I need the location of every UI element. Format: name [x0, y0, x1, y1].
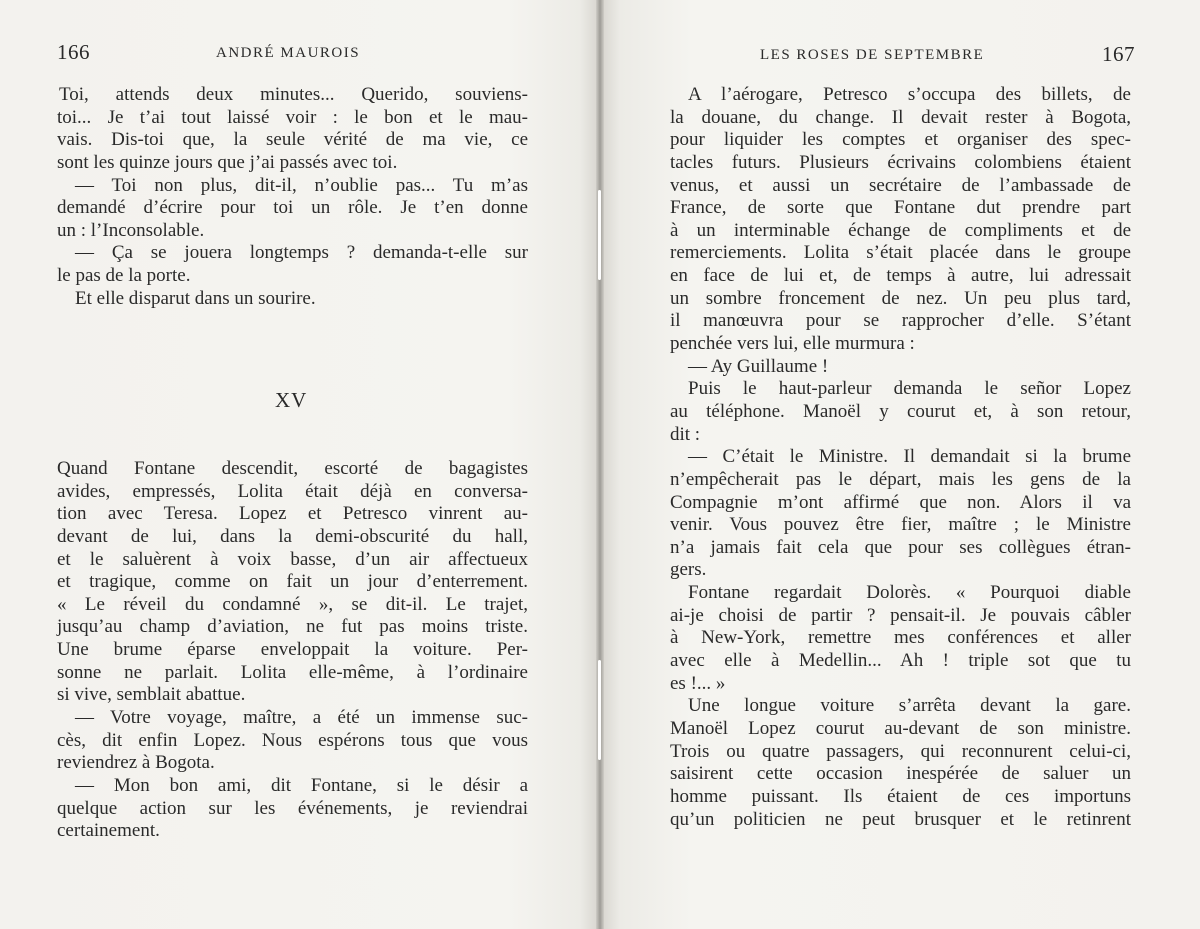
text-line: n’empêcherait pas le départ, mais les gens de la	[670, 468, 1131, 490]
text-line: — C’était le Ministre. Il demandait si la brume	[688, 446, 1131, 468]
text-line: la douane, du change. Il devait rester à Bogota,	[670, 106, 1131, 128]
text-line: n’a jamais fait cela que pour ses collègues étran-	[670, 536, 1131, 558]
text-line: A l’aérogare, Petresco s’occupa des billets, de	[688, 84, 1131, 105]
text-line: jusqu’au champ d’aviation, ne fut pas moins triste.	[57, 616, 528, 638]
text-line: reviendrez à Bogota.	[57, 752, 215, 774]
left-page-number: 166	[57, 40, 90, 64]
text-line: en face de lui et, de temps à autre, lui adressait	[670, 265, 1131, 287]
text-line: gers.	[670, 559, 707, 581]
text-line: es !... »	[670, 672, 726, 694]
text-line: toi... Je t’ai tout laissé voir : le bon et le mau-	[57, 106, 528, 128]
text-line: au téléphone. Manoël y courut et, à son retour,	[670, 400, 1131, 422]
text-line: demandé d’écrire pour toi un rôle. Je t’en donne	[57, 197, 528, 219]
right-page-number: 167	[1102, 42, 1135, 66]
text-line: remerciements. Lolita s’était placée dans le groupe	[670, 242, 1131, 264]
text-line: Une brume éparse enveloppait la voiture. Per-	[57, 639, 528, 661]
text-line: cès, dit enfin Lopez. Nous espérons tous que vous	[57, 729, 528, 751]
text-line: — Votre voyage, maître, a été un immense suc-	[75, 707, 528, 729]
text-line: penchée vers lui, elle murmura :	[670, 333, 915, 355]
text-line: sonne ne parlait. Lolita elle-même, à l’ordinaire	[57, 661, 528, 683]
text-line: — Mon bon ami, dit Fontane, si le désir a	[75, 774, 528, 796]
text-line: quelque action sur les événements, je reviendrai	[57, 797, 528, 819]
text-line: ai-je choisi de partir ? pensait-il. Je pouvais câbler	[670, 604, 1131, 626]
book-gutter	[596, 0, 604, 929]
text-line: dit :	[670, 423, 701, 445]
text-line: tacles futurs. Plusieurs écrivains colombiens étaient	[670, 151, 1131, 173]
text-line: et tragique, comme on fait un jour d’enterrement.	[57, 571, 528, 593]
text-line: avides, empressés, Lolita était déjà en conversa-	[57, 480, 528, 502]
right-page-paragraphs	[670, 84, 1131, 831]
text-line: venir. Vous pouvez être fier, maître ; le Ministre	[670, 514, 1131, 536]
chapter-heading: XV	[275, 388, 308, 412]
left-running-head: ANDRÉ MAUROIS	[216, 45, 361, 61]
text-line: — Ay Guillaume !	[688, 355, 829, 377]
text-line: à un interminable échange de compliments et de	[670, 219, 1131, 241]
text-line: homme puissant. Ils étaient de ces importuns	[670, 785, 1131, 807]
text-line: si vive, semblait abattue.	[57, 684, 246, 706]
text-line: venus, et aussi un secrétaire de l’ambassade de	[670, 174, 1131, 196]
text-line: saisirent cette occasion inespérée de saluer un	[670, 763, 1131, 785]
text-line: Fontane regardait Dolorès. « Pourquoi diable	[688, 582, 1131, 604]
text-line: Et elle disparut dans un sourire.	[75, 287, 316, 309]
binding-thread-bottom	[598, 660, 601, 760]
text-line: Une longue voiture s’arrêta devant la gare.	[688, 695, 1131, 717]
text-line: Compagnie m’ont affirmé que non. Alors il va	[670, 491, 1131, 513]
text-line: le pas de la porte.	[57, 265, 191, 287]
text-line: Puis le haut-parleur demanda le señor Lopez	[688, 378, 1131, 400]
text-line: à New-York, remettre mes conférences et aller	[670, 627, 1131, 649]
binding-thread-top	[598, 190, 601, 280]
text-line: Manoël Lopez courut au-devant de son ministre.	[670, 717, 1131, 739]
text-line: « Le réveil du condamné », se dit-il. Le trajet,	[57, 593, 528, 615]
text-line: tion avec Teresa. Lopez et Petresco vinrent au-	[57, 503, 528, 525]
text-line: pour liquider les comptes et organiser des spec-	[670, 129, 1131, 151]
right-running-head: LES ROSES DE SEPTEMBRE	[760, 47, 985, 63]
text-line: France, de sorte que Fontane dut prendre part	[670, 197, 1131, 219]
text-line: un sombre froncement de nez. Un peu plus tard,	[670, 287, 1131, 309]
text-line: il manœuvra pour se rapprocher d’elle. S’étant	[670, 310, 1131, 332]
left-top-paragraphs	[57, 84, 528, 310]
text-line: Quand Fontane descendit, escorté de bagagistes	[57, 458, 528, 479]
text-line: avec elle à Medellin... Ah ! triple sot que tu	[670, 650, 1131, 672]
text-line: Trois ou quatre passagers, qui reconnurent celui-ci,	[670, 740, 1131, 762]
text-line: un : l’Inconsolable.	[57, 219, 205, 241]
text-line: — Ça se jouera longtemps ? demanda-t-elle sur	[75, 242, 528, 264]
text-line: qu’un politicien ne peut brusquer et le retinrent	[670, 808, 1131, 830]
left-chapter-paragraphs	[57, 458, 528, 843]
text-line: devant de lui, dans la demi-obscurité du hall,	[57, 525, 528, 547]
text-line: Toi, attends deux minutes... Querido, souviens-	[59, 84, 528, 105]
text-line: et le saluèrent à voix basse, d’un air affectueux	[57, 548, 528, 570]
text-line: certainement.	[57, 820, 160, 842]
text-line: — Toi non plus, dit-il, n’oublie pas... Tu m’as	[75, 174, 528, 196]
text-line: vais. Dis-toi que, la seule vérité de ma vie, ce	[57, 129, 528, 151]
text-line: sont les quinze jours que j’ai passés avec toi.	[57, 151, 398, 173]
